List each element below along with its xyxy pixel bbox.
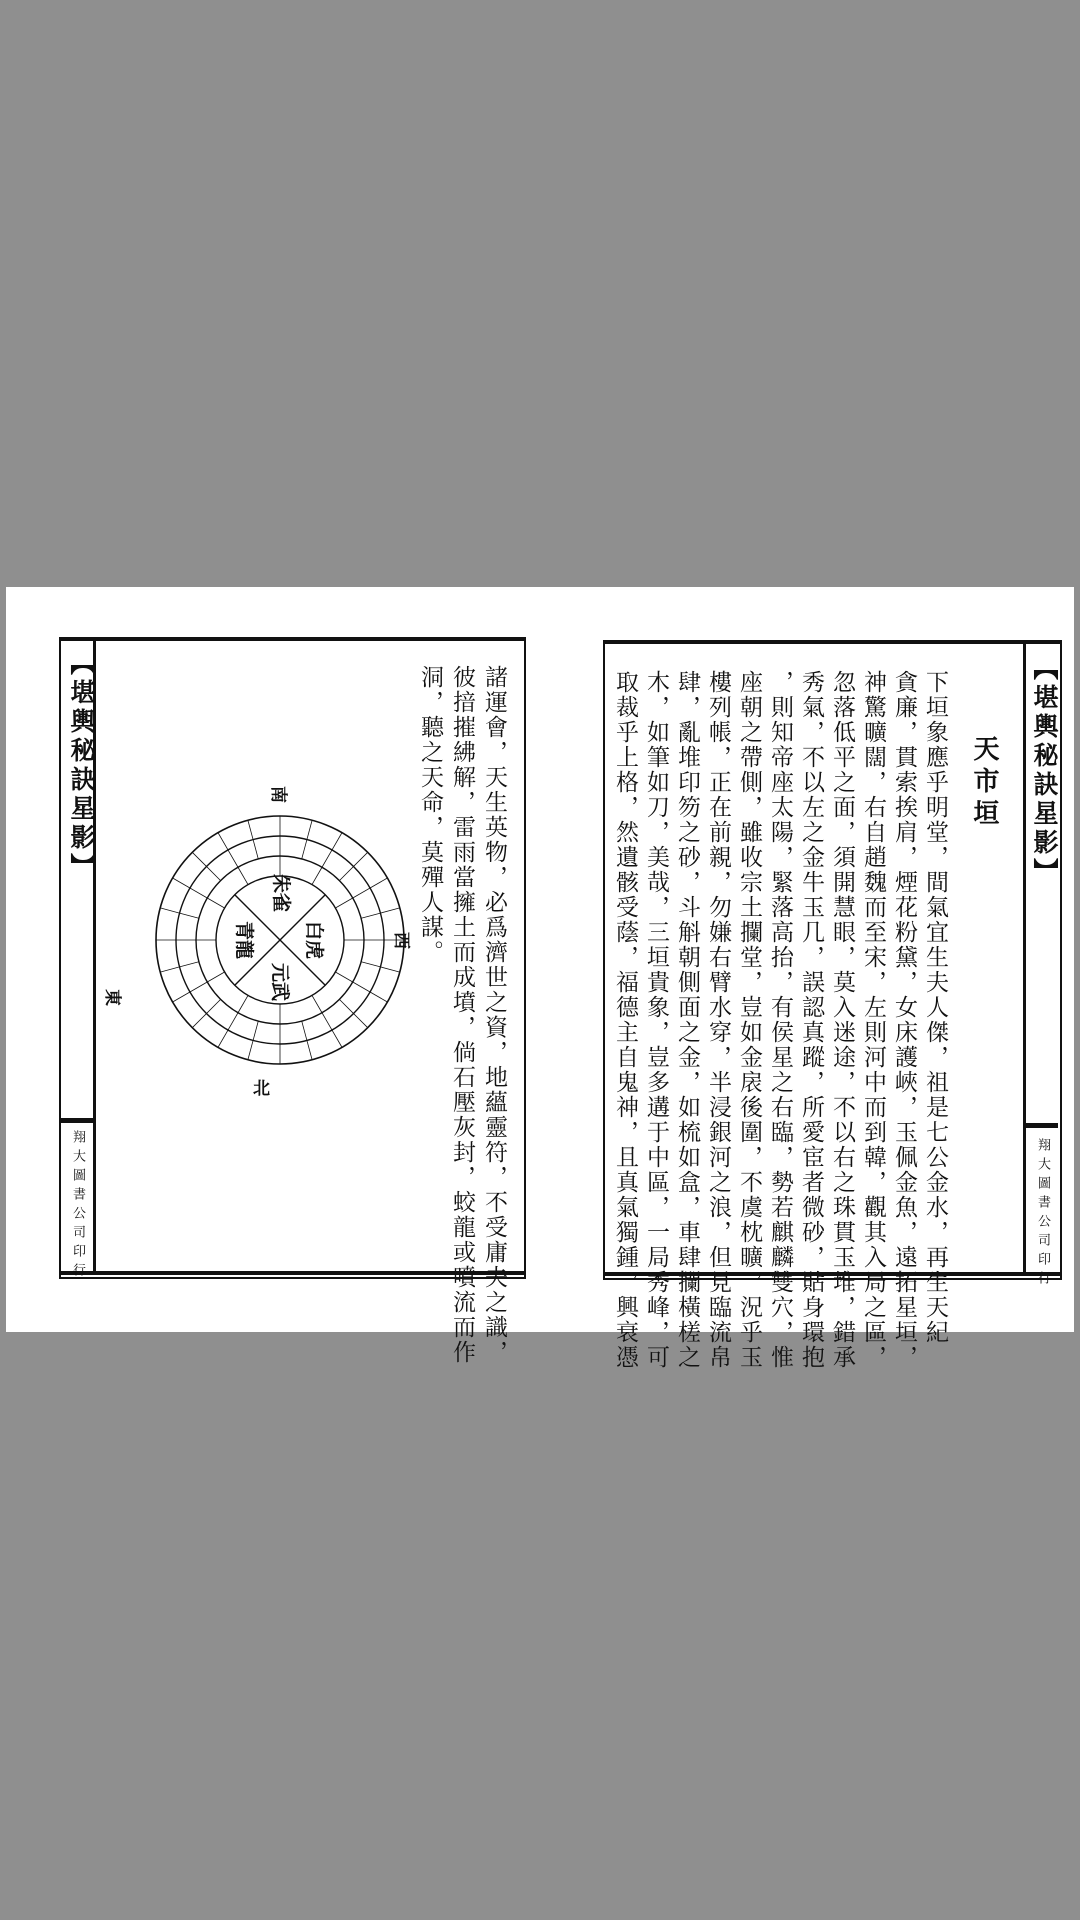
ring-divider <box>206 999 220 1013</box>
ring-divider <box>335 898 352 908</box>
direction-west: 西 <box>391 932 411 949</box>
ring-divider <box>339 999 353 1013</box>
ring-divider <box>238 867 248 884</box>
ring-divider <box>353 888 370 898</box>
quadrant-label-left: 青龍 <box>233 920 255 960</box>
left-text-col-3: 洞，聽之天命，莫殫人謀。 <box>417 665 443 965</box>
left-frame-top-rule <box>59 637 524 641</box>
left-text-col-1: 諸運會，天生英物，必爲濟世之資，地蘊靈符，不受庸夫之識， <box>481 665 507 1365</box>
ring-divider <box>253 840 258 859</box>
left-running-header: 【堪輿秘訣星影】 <box>67 650 96 882</box>
ring-divider <box>207 972 224 982</box>
section-title: 天市垣 <box>969 735 999 831</box>
ring-divider <box>380 967 399 972</box>
ring-divider <box>339 866 353 880</box>
right-text-col-7: 座朝之帶側，雖收宗土攔堂，豈如金扆後圍，不虞枕曠，況乎玉 <box>736 670 762 1370</box>
ring-divider <box>190 982 207 992</box>
right-text-col-4: 忽落低平之面，須開慧眼，莫入迷途，不以右之珠貫玉堆，錯承 <box>829 670 855 1370</box>
ring-divider <box>361 962 380 967</box>
ring-divider <box>302 840 307 859</box>
direction-east: 東 <box>102 989 122 1006</box>
left-publisher: 翔大圖書公司印行 <box>70 1130 85 1282</box>
ring-divider <box>160 967 179 972</box>
ring-divider <box>160 908 179 913</box>
ring-divider <box>228 1013 238 1030</box>
ring-divider <box>307 820 312 839</box>
ring-divider <box>173 992 190 1002</box>
ring-divider <box>192 852 206 866</box>
quadrant-label-bottom: 元武 <box>269 962 291 1002</box>
right-text-col-1: 下垣象應乎明堂，間氣宜生夫人傑，祖是七公金水，再生天紀 <box>922 670 948 1345</box>
right-text-col-8: 樓列帳，正在前親，勿嫌右臂水穿，半浸銀河之浪，但見臨流帛 <box>705 670 731 1370</box>
direction-south: 南 <box>268 786 288 803</box>
ring-divider <box>218 1030 228 1047</box>
right-text-col-10: 木，如筆如刀，美哉，三垣貴象，豈多遘于中區，一局秀峰，可 <box>643 670 669 1370</box>
ring-divider <box>370 878 387 888</box>
ring-divider <box>190 888 207 898</box>
right-running-header: 【堪輿秘訣星影】 <box>1030 655 1059 887</box>
direction-north: 北 <box>253 1079 270 1099</box>
right-text-col-3: 神驚曠闊，右自趙魏而至宋，左則河中而到韓，觀其入局之區， <box>860 670 886 1370</box>
ring-divider <box>302 1021 307 1040</box>
ring-divider <box>370 992 387 1002</box>
ring-divider <box>354 1014 368 1028</box>
right-frame-top-rule <box>603 640 1060 644</box>
quadrant-label-top: 朱雀 <box>270 873 292 913</box>
left-margin-marker <box>61 1118 93 1123</box>
ring-divider <box>332 1030 342 1047</box>
ring-divider <box>361 913 380 918</box>
ring-divider <box>206 866 220 880</box>
ring-divider <box>173 878 190 888</box>
right-publisher: 翔大圖書公司印行 <box>1035 1138 1050 1290</box>
ring-divider <box>248 820 253 839</box>
ring-divider <box>322 850 332 867</box>
ring-divider <box>332 833 342 850</box>
ring-divider <box>312 995 322 1012</box>
right-text-col-6: ，則知帝座太陽，緊落高抬，有侯星之右臨，勢若麒麟雙穴，惟 <box>767 670 793 1370</box>
ring-divider <box>253 1021 258 1040</box>
four-symbols-compass-diagram <box>130 790 430 1090</box>
ring-divider <box>354 852 368 866</box>
ring-divider <box>322 1013 332 1030</box>
right-text-col-11: 取裁乎上格，然遺骸受蔭，福德主自鬼神，且真氣獨鍾，興衰憑 <box>612 670 638 1370</box>
ring-divider <box>335 972 352 982</box>
ring-divider <box>307 1040 312 1059</box>
ring-divider <box>180 962 199 967</box>
ring-divider <box>312 867 322 884</box>
ring-divider <box>353 982 370 992</box>
right-text-col-2: 貪廉，貫索挨肩，煙花粉黛，女床護峽，玉佩金魚，遠拓星垣， <box>891 670 917 1370</box>
ring-divider <box>238 995 248 1012</box>
ring-divider <box>218 833 228 850</box>
ring-divider <box>192 1014 206 1028</box>
ring-divider <box>380 908 399 913</box>
right-text-col-9: 肆，亂堆印笏之砂，斗斛朝側面之金，如梳如盒，車肆攔橫槎之 <box>674 670 700 1370</box>
ring-divider <box>207 898 224 908</box>
right-text-col-5: 秀氣，不以左之金牛玉几，誤認真蹤，所愛宦者微砂，貼身環抱 <box>798 670 824 1370</box>
quadrant-label-right: 白虎 <box>303 920 325 960</box>
ring-divider <box>228 850 238 867</box>
ring-divider <box>248 1040 253 1059</box>
right-margin-marker <box>1026 1123 1058 1128</box>
ring-divider <box>180 913 199 918</box>
left-text-col-2: 彼揞摧紼解，雷雨當擁土而成墳，倘石壓灰封，蛟龍或噴流而作 <box>449 665 475 1365</box>
